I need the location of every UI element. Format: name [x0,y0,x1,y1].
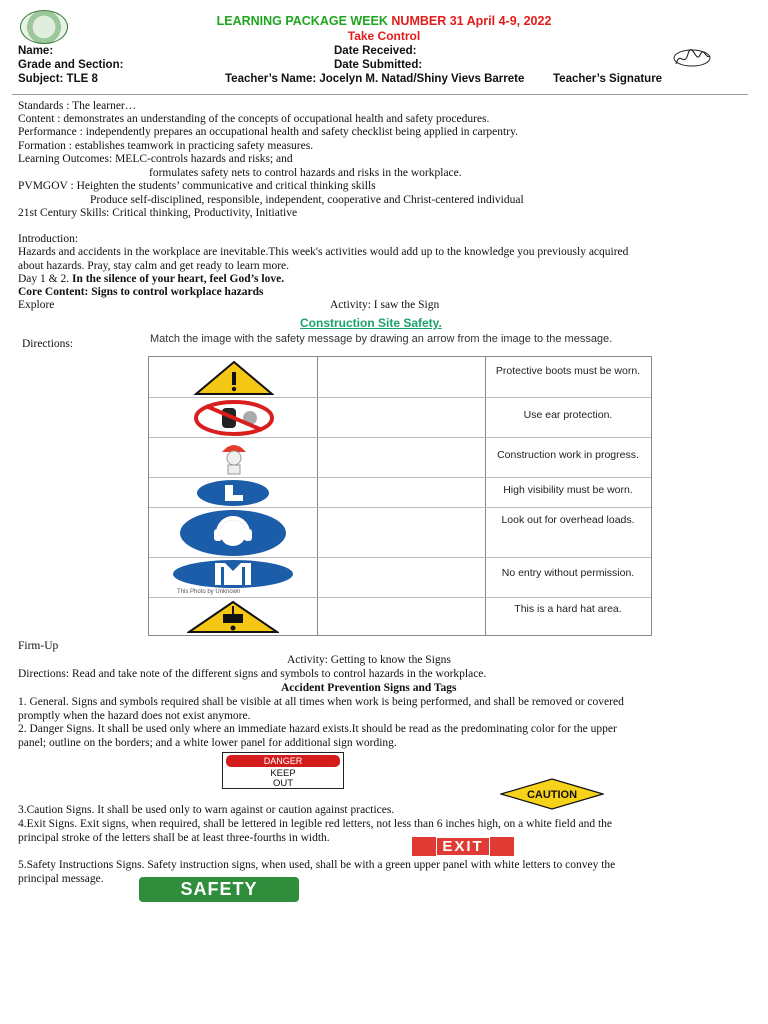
ear-protection-icon [177,508,289,557]
pvmgov-1: PVMGOV : Heighten the students’ communicative and critical thinking skills [18,180,376,192]
learning-outcomes-1: Learning Outcomes: MELC-controls hazards and risks; and [18,153,293,165]
safety-message: High visibility must be worn. [503,484,633,496]
page-title: LEARNING PACKAGE WEEK NUMBER 31 April 4-9, 2022 [216,14,552,28]
photo-credit: This Photo by Unknown [177,589,241,595]
name-field: Name: [18,45,54,57]
page-subtitle: Take Control [347,29,421,43]
safety-boots-icon [193,478,273,507]
safety-signs-line-2: principal message. [18,873,104,885]
century-skills: 21st Century Skills: Critical thinking, Productivity, Initiative [18,207,298,219]
section-title: Accident Prevention Signs and Tags [281,682,457,694]
intro-line-2: about hazards. Pray, stay calm and get ready to learn more. [18,260,289,272]
table-divider-1 [317,357,318,635]
general-signs-line-2: promptly when the hazard does not exist anymore. [18,710,251,722]
core-content: Core Content: Signs to control workplace hazards [18,286,264,298]
standards-line: Standards : The learner… [18,100,137,112]
teacher-signature-label: Teacher’s Signature [553,73,663,85]
danger-sign-image [222,752,344,789]
exit-text: EXIT [436,837,489,856]
caution-sign-image [500,778,604,810]
subject-field: Subject: TLE 8 [18,73,98,85]
intro-line-1: Hazards and accidents in the workplace are inevitable.This week's activities would add up to the knowledge you previously acquired [18,246,629,258]
construction-site-title: Construction Site Safety. [300,316,442,330]
intro-heading: Introduction: [18,233,79,245]
danger-text-line-1: KEEP [270,768,296,779]
activity-1-title: Activity: I saw the Sign [330,299,440,311]
caution-signs-text: 3.Caution Signs. It shall be used only to warn against or caution against practices. [18,804,395,816]
danger-signs-line-1: 2. Danger Signs. It shall be used only where an immediate hazard exists.It should be read as the predominating color for the upper [18,723,617,735]
overhead-load-icon [185,599,281,635]
high-visibility-vest-icon [169,558,297,590]
row-line [149,397,651,398]
caution-text: CAUTION [526,789,578,801]
exit-sign-image [412,837,514,856]
safety-message: No entry without permission. [501,567,635,579]
activity-instructions: Match the image with the safety message by drawing an arrow from the image to the message. [150,333,613,345]
performance-standard: Performance : independently prepares an occupational health and safety checklist being applied in carpentry. [18,126,518,138]
pvmgov-2: Produce self-disciplined, responsible, independent, cooperative and Christ-centered individual [90,194,524,206]
exit-signs-line-2: principal stroke of the letters shall be at least three-fourths in width. [18,832,330,844]
date-received-field: Date Received: [334,45,417,57]
safety-message: Protective boots must be worn. [495,365,641,377]
signature-image [670,46,712,72]
safety-message: This is a hard hat area. [514,603,622,615]
safety-sign-image: SAFETY [139,877,299,902]
firmup-heading: Firm-Up [18,640,59,652]
danger-text-line-2: OUT [272,777,294,789]
matching-table [148,356,652,636]
table-divider-2 [485,357,486,635]
safety-message: Look out for overhead loads. [501,514,635,526]
header-divider [12,94,748,95]
warning-triangle-icon [189,359,279,397]
activity-2-title: Activity: Getting to know the Signs [287,654,451,666]
content-standard: Content : demonstrates an understanding of the concepts of occupational health and safety procedures. [18,113,490,125]
learning-outcomes-2: formulates safety nets to control hazards and risks in the workplace. [149,167,462,179]
date-submitted-field: Date Submitted: [334,59,423,71]
row-line [149,437,651,438]
danger-signs-line-2: panel; outline on the borders; and a white lower panel for additional sign wording. [18,737,397,749]
row-line [149,597,651,598]
safety-signs-line-1: 5.Safety Instructions Signs. Safety instruction signs, when used, shall be with a green upper panel with white letters to convey the [18,859,616,871]
firmup-directions: Directions: Read and take note of the different signs and symbols to control hazards in the workplace. [18,668,487,680]
danger-header: DANGER [226,755,340,767]
grade-section-field: Grade and Section: [18,59,124,71]
explore-label: Explore [18,299,55,311]
teacher-name: Teacher’s Name: Jocelyn M. Natad/Shiny Vievs Barrete [225,73,525,85]
exit-signs-line-1: 4.Exit Signs. Exit signs, when required, shall be lettered in legible red letters, not less than 6 inches high, on a white field and the [18,818,613,830]
safety-message: Use ear protection. [523,409,613,421]
no-entry-hand-icon [191,399,277,437]
hard-hat-figure-icon [209,439,259,477]
day-line: Day 1 & 2. In the silence of your heart, feel God’s love. [18,273,285,285]
safety-message: Construction work in progress. [497,449,639,461]
formation-standard: Formation : establishes teamwork in practicing safety measures. [18,140,314,152]
directions-label: Directions: [22,338,74,350]
general-signs-line-1: 1. General. Signs and symbols required shall be visible at all times when work is being performed, and shall be removed or covered [18,696,624,708]
